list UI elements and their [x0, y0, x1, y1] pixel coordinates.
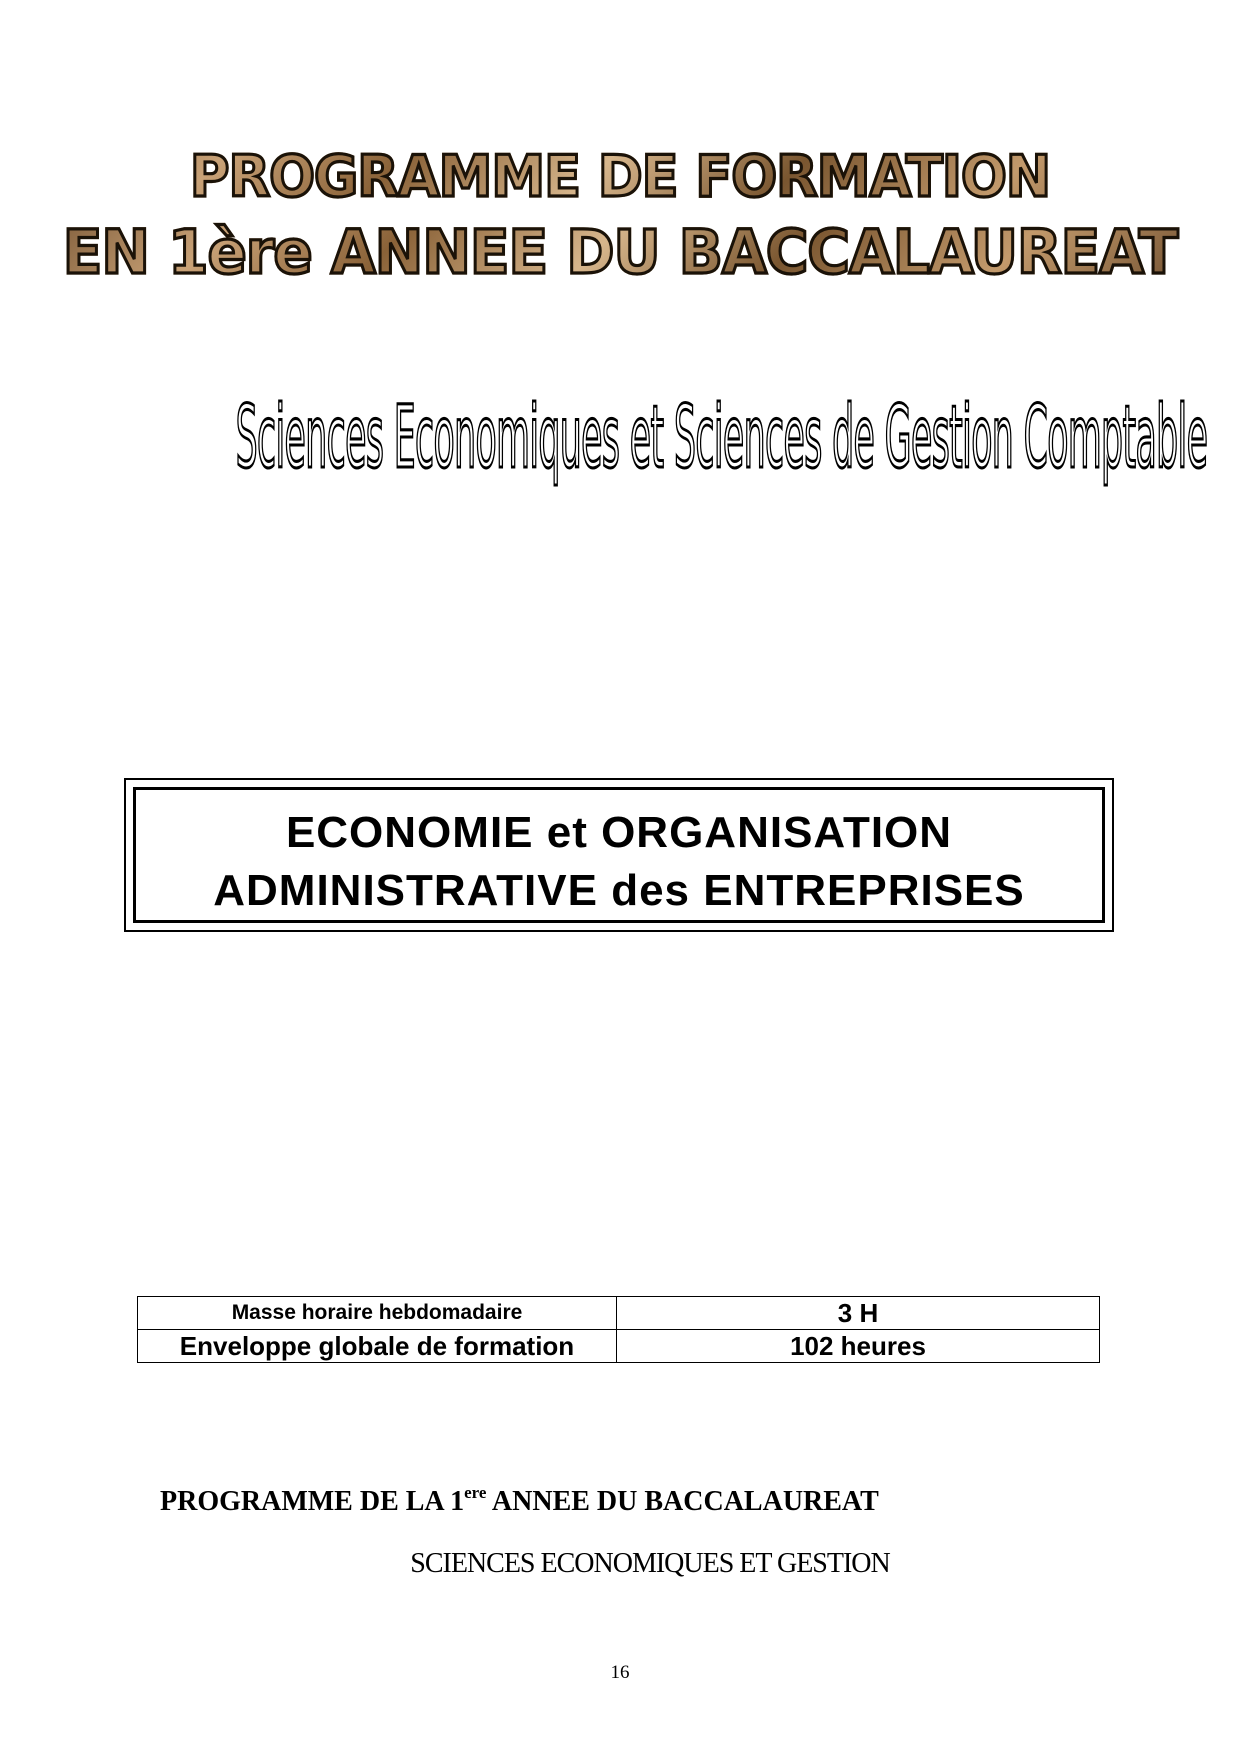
- course-title-inner-border: [133, 787, 1105, 923]
- table-row: [138, 1297, 1100, 1330]
- course-title-box: [124, 778, 1114, 932]
- weekly-hours-value: 3 H: [617, 1297, 1100, 1330]
- page-number: 16: [610, 1662, 630, 1683]
- weekly-hours-label: Masse horaire hebdomadaire: [138, 1297, 617, 1330]
- headline-line-1: PROGRAMME DE FORMATION: [0, 143, 1240, 209]
- total-hours-label: Enveloppe globale de formation: [138, 1330, 617, 1363]
- programme-heading-prefix: PROGRAMME DE LA 1: [160, 1486, 465, 1517]
- programme-heading-superscript: ere: [464, 1483, 487, 1502]
- table-row: [138, 1330, 1100, 1363]
- programme-heading-suffix: ANNEE DU BACCALAUREAT: [486, 1486, 879, 1517]
- headline-line-2: EN 1ère ANNEE DU BACCALAUREAT: [0, 216, 1240, 287]
- subject-banner: Sciences Economiques et Sciences de Gestion Comptable: [235, 388, 1208, 489]
- hours-table: [137, 1296, 1100, 1363]
- programme-subtitle: SCIENCES ECONOMIQUES ET GESTION: [410, 1548, 890, 1579]
- course-title-line-2: ADMINISTRATIVE des ENTREPRISES: [213, 866, 1025, 915]
- total-hours-value: 102 heures: [617, 1330, 1100, 1363]
- programme-heading: [160, 1483, 879, 1518]
- course-title-line-1: ECONOMIE et ORGANISATION: [285, 808, 953, 857]
